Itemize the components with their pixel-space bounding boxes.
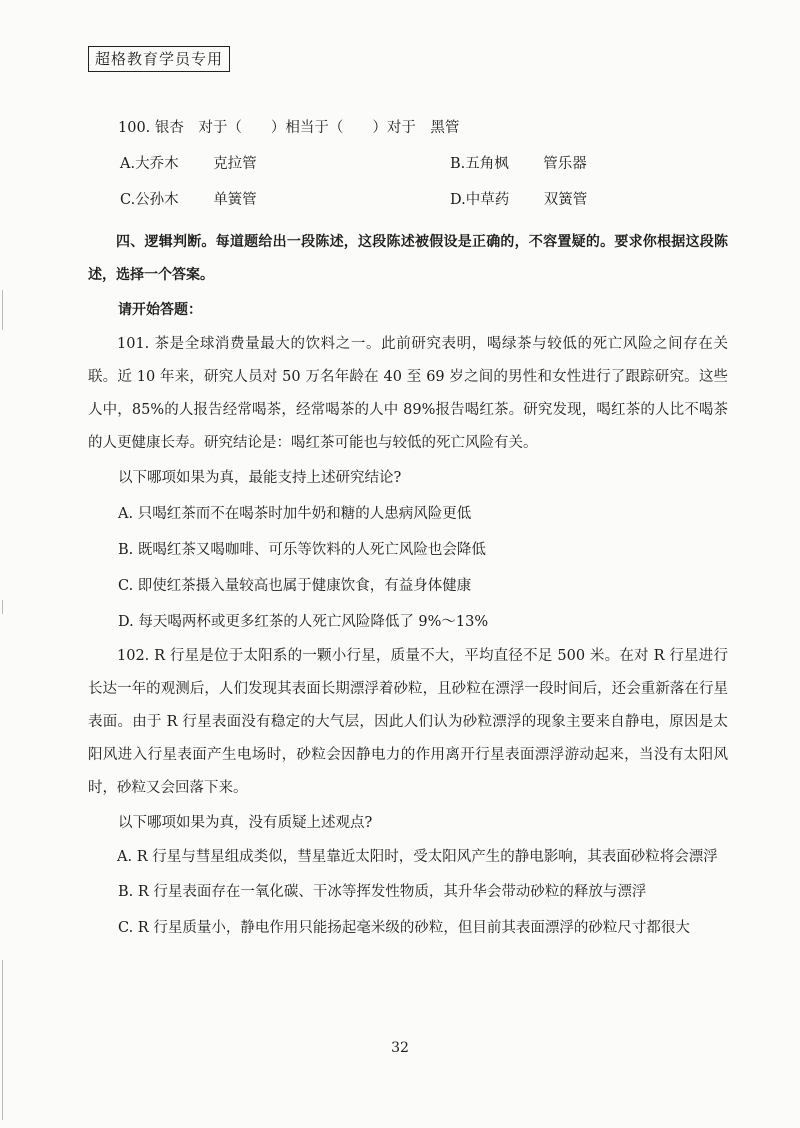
exam-page [88,116,728,946]
question-100-stem: 100. 银杏 对于（ ）相当于（ ）对于 黑管 [118,120,460,136]
option-a[interactable]: A.大乔木 克拉管 [120,156,257,172]
question-102-option-b[interactable]: B. R 行星表面存在一氧化碳、干冰等挥发性物质，其升华会带动砂粒的释放与漂浮 [118,884,647,900]
question-100 [88,116,728,140]
watermark-stamp: 超格教育学员专用 [88,46,230,72]
scan-artifact [2,600,3,614]
question-101-prompt: 以下哪项如果为真，最能支持上述研究结论? [118,470,402,486]
question-101-option-c[interactable]: C. 即使红茶摄入量较高也属于健康饮食，有益身体健康 [118,578,472,594]
question-100-options [120,152,728,212]
question-101-option-b[interactable]: B. 既喝红茶又喝咖啡、可乐等饮料的人死亡风险也会降低 [118,542,486,558]
section-heading: 四、逻辑判断。每道题给出一段陈述，这段陈述被假设是正确的，不容置疑的。要求你根据这段陈述，选择一个答案。 [88,234,728,283]
question-101-stem: 101. 茶是全球消费量最大的饮料之一。此前研究表明，喝绿茶与较低的死亡风险之间存在关联。近 10 年来，研究人员对 50 万名年龄在 40 至 69 岁之间的男性和女性进行了跟踪研究。这些人中，85%的人报告经常喝茶，经常喝茶的人中 89%报告喝红茶。研究发现，喝红茶的人比不喝茶的人更健康长寿。研究结论是：喝红茶可能也与较低的死亡风险有关。 [88,336,728,451]
scan-artifact [2,290,3,330]
question-102-option-a[interactable]: A. R 行星与彗星组成类似，彗星靠近太阳时，受太阳风产生的静电影响，其表面砂粒将会漂浮 [117,849,718,865]
page-number: 32 [391,1040,409,1056]
option-d[interactable]: D.中草药 双簧管 [450,192,588,208]
option-c[interactable]: C.公孙木 单簧管 [120,192,257,208]
question-102-prompt: 以下哪项如果为真，没有质疑上述观点? [118,815,373,831]
question-101-option-d[interactable]: D. 每天喝两杯或更多红茶的人死亡风险降低了 9%～13% [118,614,489,630]
start-instruction: 请开始答题： [118,302,202,318]
question-102-stem: 102. R 行星是位于太阳系的一颗小行星，质量不大，平均直径不足 500 米。在对 R 行星进行长达一年的观测后，人们发现其表面长期漂浮着砂粒，且砂粒在漂浮一段时间后，还会重新落在行星表面。由于 R 行星表面没有稳定的大气层，因此人们认为砂粒漂浮的现象主要来自静电，原因是太阳风进入行星表面产生电场时，砂粒会因静电力的作用离开行星表面漂浮游动起来，当没有太阳风时，砂粒又会回落下来。 [88,648,728,796]
question-101-option-a[interactable]: A. 只喝红茶而不在喝茶时加牛奶和糖的人患病风险更低 [118,506,472,522]
question-102-option-c[interactable]: C. R 行星质量小，静电作用只能扬起毫米级的砂粒，但目前其表面漂浮的砂粒尺寸都很大 [118,920,690,936]
option-b[interactable]: B.五角枫 管乐器 [450,156,587,172]
